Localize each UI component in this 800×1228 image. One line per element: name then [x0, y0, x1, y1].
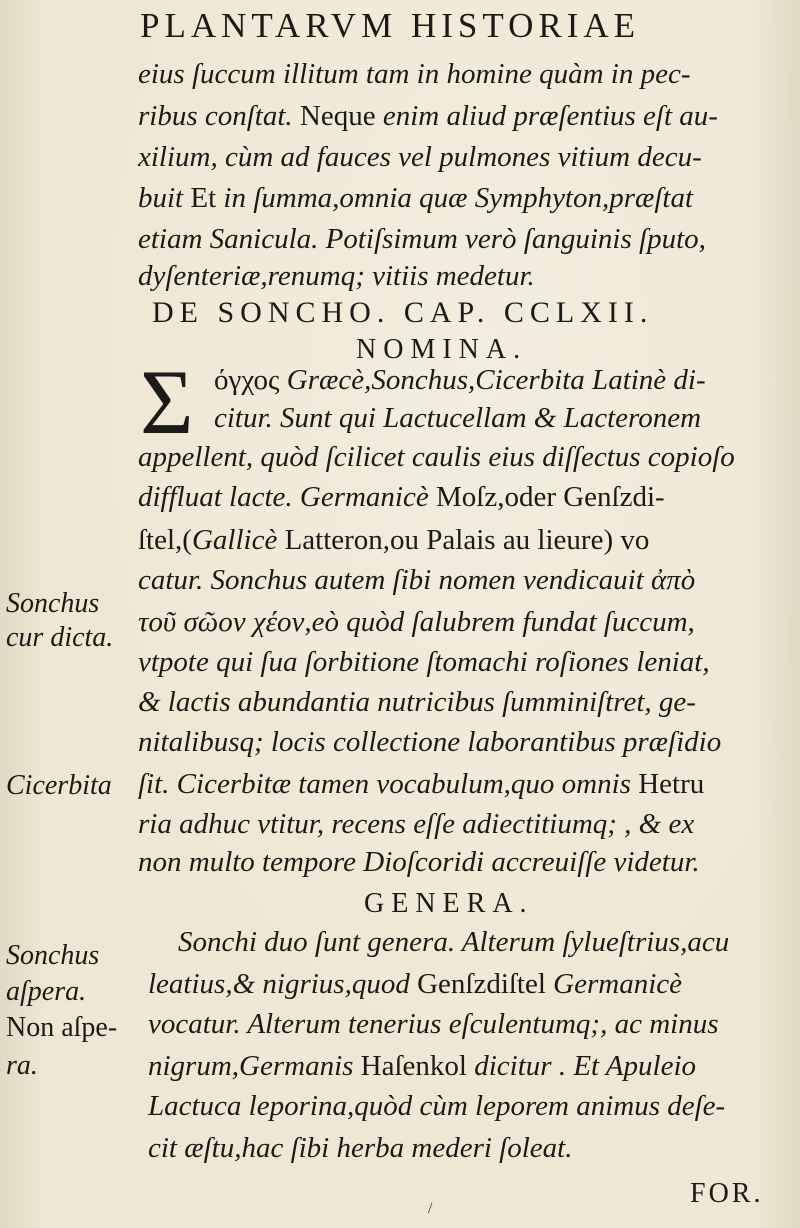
text-span: buit	[138, 182, 191, 214]
margin-note-non-aspera: Non aſpe-	[6, 1012, 118, 1043]
text-line	[138, 526, 649, 555]
text-line: ria adhuc vtitur, recens eſſe adiectitiumq; , & ex	[138, 808, 695, 840]
text-line: non multo tempore Dioſcoridi accreuiſſe videtur.	[138, 846, 700, 878]
text-line: Sonchi duo ſunt genera. Alterum ſylueſtrius,acu	[178, 926, 730, 958]
text-span: Neque	[299, 100, 376, 132]
running-head: PLANTARVM HISTORIAE	[140, 6, 641, 45]
text-line: Lactuca leporina,quòd cùm leporem animus deſe-	[148, 1090, 726, 1122]
text-line	[138, 770, 704, 799]
text-span: dicitur . Et Apuleio	[466, 1050, 697, 1082]
german-text: Moſz,oder Genſzdi-	[436, 481, 665, 513]
text-span: Germanicè	[545, 968, 683, 1000]
text-span: ſit. Cicerbitæ tamen vocabulum,quo omnis	[138, 768, 639, 800]
text-line	[148, 970, 682, 999]
text-line	[138, 102, 718, 131]
text-line: cit æſtu,hac ſibi herba mederi ſoleat.	[148, 1132, 573, 1164]
text-line: eius ſuccum illitum tam in homine quàm in pec-	[138, 58, 691, 90]
text-span: nigrum,Germanis	[148, 1050, 361, 1082]
text-span: diffluat lacte. Germanicè	[138, 481, 436, 513]
text-line: appellent, quòd ſcilicet caulis eius diſſectus copioſo	[138, 441, 735, 473]
german-text: Haſenkol	[360, 1050, 467, 1082]
text-line	[214, 366, 706, 395]
text-line	[138, 483, 665, 512]
section-title-nomina: NOMINA.	[356, 334, 528, 365]
text-line: vtpote qui ſua ſorbitione ſtomachi roſiones leniat,	[138, 646, 710, 678]
text-line	[148, 1052, 696, 1081]
text-line: vocatur. Alterum tenerius eſculentumq;, ac minus	[148, 1008, 719, 1040]
margin-note-sonchus-aspera: Sonchus	[6, 940, 100, 971]
margin-note-cicerbita: Cicerbita	[6, 770, 112, 801]
text-line: catur. Sonchus autem ſibi nomen vendicauit ἀπὸ	[138, 564, 696, 596]
drop-cap: Σ	[140, 351, 194, 453]
text-line: dyſenteriæ,renumq; vitiis medetur.	[138, 260, 535, 292]
text-line: nitalibusq; locis collectione laborantibus præſidio	[138, 726, 722, 758]
margin-note-ra: ra.	[6, 1050, 38, 1081]
text-span: Gallicè	[191, 524, 278, 556]
text-span: Et	[190, 182, 217, 214]
text-line: τοῦ σῶον χέον,eò quòd ſalubrem fundat ſuccum,	[138, 606, 695, 638]
ink-mark: /	[428, 1200, 433, 1217]
text-line: citur. Sunt qui Lactucellam & Lacteronem	[214, 402, 702, 434]
text-span: ſtel,(	[138, 524, 192, 556]
margin-note-cur-dicta: cur dicta.	[6, 622, 114, 653]
text-span: Hetru	[638, 768, 705, 800]
text-span: ribus conſtat.	[138, 100, 300, 132]
text-span: Græcè,Sonchus,Cicerbita Latinè di-	[286, 364, 706, 396]
text-span: enim aliud præſentius eſt au-	[375, 100, 718, 132]
german-text: Genſzdiſtel	[417, 968, 546, 1000]
catchword: FOR.	[690, 1178, 764, 1209]
section-title-genera: GENERA.	[364, 888, 534, 919]
text-line: etiam Sanicula. Potiſsimum verò ſanguinis ſputo,	[138, 223, 706, 255]
text-line: & lactis abundantia nutricibus ſumminiſtret, ge-	[138, 686, 696, 718]
chapter-title: DE SONCHO. CAP. CCLXII.	[152, 296, 654, 329]
text-span: in ſumma,omnia quæ Symphyton,præſtat	[216, 182, 694, 214]
french-text: Latteron,ou Palais au lieure) vo	[277, 524, 650, 556]
margin-note-aspera: aſpera.	[6, 976, 87, 1007]
text-line: xilium, cùm ad fauces vel pulmones vitium decu-	[138, 141, 702, 173]
greek-text: όγχος	[214, 364, 287, 396]
margin-note-sonchus: Sonchus	[6, 588, 100, 619]
text-span: leatius,& nigrius,quod	[148, 968, 418, 1000]
text-line	[138, 184, 693, 213]
